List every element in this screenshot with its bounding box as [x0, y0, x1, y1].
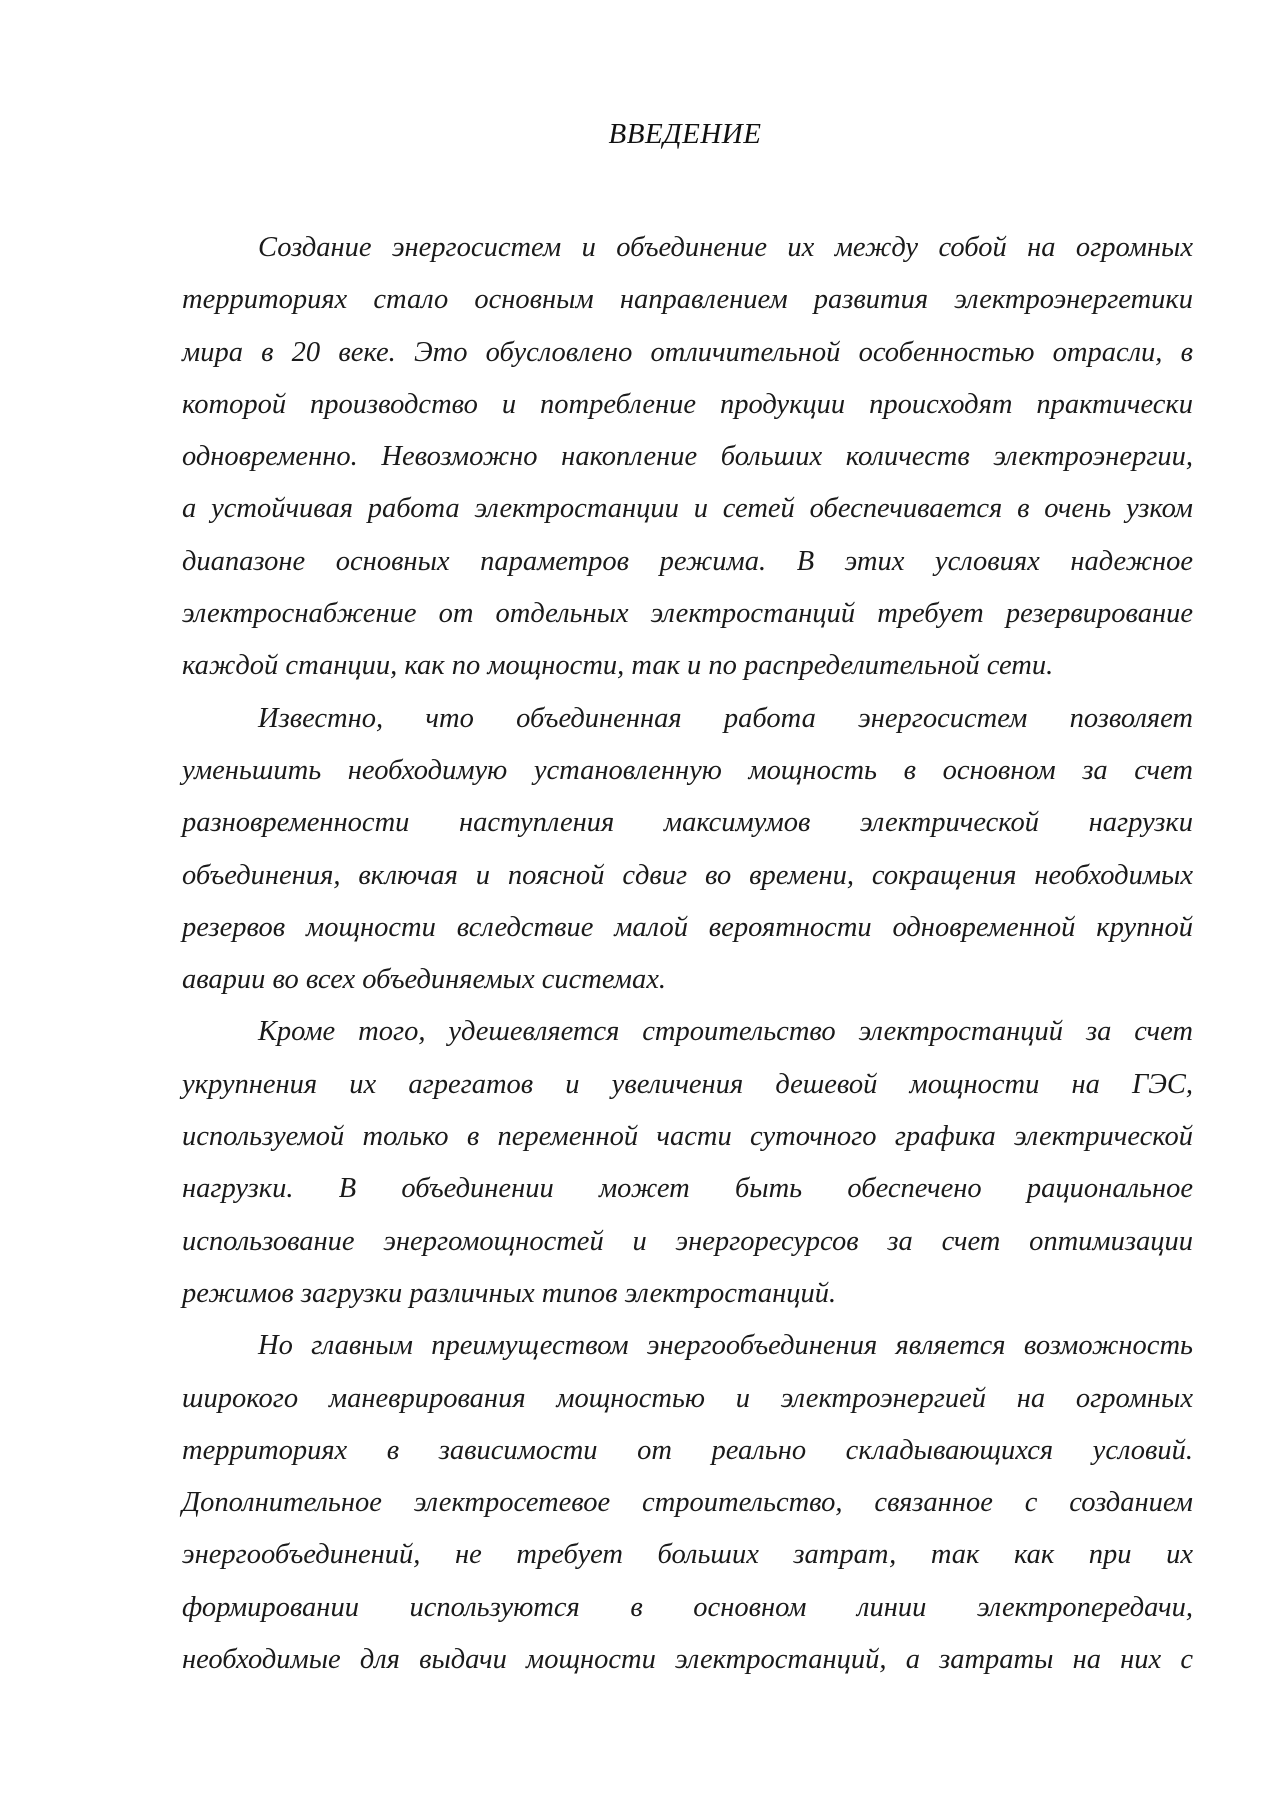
text-line: разновременности наступления максимумов электрической нагрузки: [182, 807, 1193, 839]
text-line: территориях в зависимости от реально складывающихся условий.: [182, 1434, 1193, 1466]
text-line: уменьшить необходимую установленную мощность в основном за счет: [182, 754, 1193, 786]
text-line: формировании используются в основном линии электропередачи,: [182, 1591, 1193, 1623]
text-line: резервов мощности вследствие малой вероятности одновременной крупной: [182, 911, 1193, 943]
text-line: необходимые для выдачи мощности электростанций, а затраты на них с: [182, 1644, 1193, 1676]
text-line: использование энергомощностей и энергоресурсов за счет оптимизации: [182, 1225, 1193, 1257]
text-line: широкого маневрирования мощностью и электроэнергией на огромных: [182, 1382, 1193, 1414]
text-line: Дополнительное электросетевое строительство, связанное с созданием: [182, 1487, 1193, 1519]
text-line: объединения, включая и поясной сдвиг во времени, сокращения необходимых: [182, 859, 1193, 891]
text-line: Но главным преимуществом энергообъединения является возможность: [258, 1330, 1193, 1362]
text-line: диапазоне основных параметров режима. В этих условиях надежное: [182, 545, 1193, 577]
text-line: Известно, что объединенная работа энергосистем позволяет: [258, 702, 1193, 734]
text-line: электроснабжение от отдельных электростанций требует резервирование: [182, 598, 1193, 630]
paragraph-4: [182, 1320, 1193, 1686]
text-line: Кроме того, удешевляется строительство электростанций за счет: [258, 1016, 1193, 1048]
text-line: каждой станции, как по мощности, так и по распределительной сети.: [182, 650, 1054, 682]
text-line: нагрузки. В объединении может быть обеспечено рациональное: [182, 1173, 1193, 1205]
text-line: мира в 20 веке. Это обусловлено отличительной особенностью отрасли, в: [182, 336, 1193, 368]
paragraph-1: [182, 222, 1193, 693]
text-line: которой производство и потребление продукции происходят практически: [182, 388, 1193, 420]
text-line: а устойчивая работа электростанции и сетей обеспечивается в очень узком: [182, 493, 1193, 525]
text-line: энергообъединений, не требует больших затрат, так как при их: [182, 1539, 1193, 1571]
text-line: режимов загрузки различных типов электростанций.: [182, 1277, 837, 1309]
paragraph-2: [182, 693, 1193, 1007]
document-body: [182, 222, 1193, 1686]
paragraph-3: [182, 1006, 1193, 1320]
text-line: аварии во всех объединяемых системах.: [182, 964, 667, 996]
text-line: укрупнения их агрегатов и увеличения дешевой мощности на ГЭС,: [182, 1068, 1193, 1100]
text-line: используемой только в переменной части суточного графика электрической: [182, 1121, 1193, 1153]
page-title: ВВЕДЕНИЕ: [608, 118, 762, 150]
text-line: территориях стало основным направлением развития электроэнергетики: [182, 284, 1193, 316]
text-line: одновременно. Невозможно накопление больших количеств электроэнергии,: [182, 441, 1193, 473]
text-line: Создание энергосистем и объединение их между собой на огромных: [258, 232, 1193, 263]
